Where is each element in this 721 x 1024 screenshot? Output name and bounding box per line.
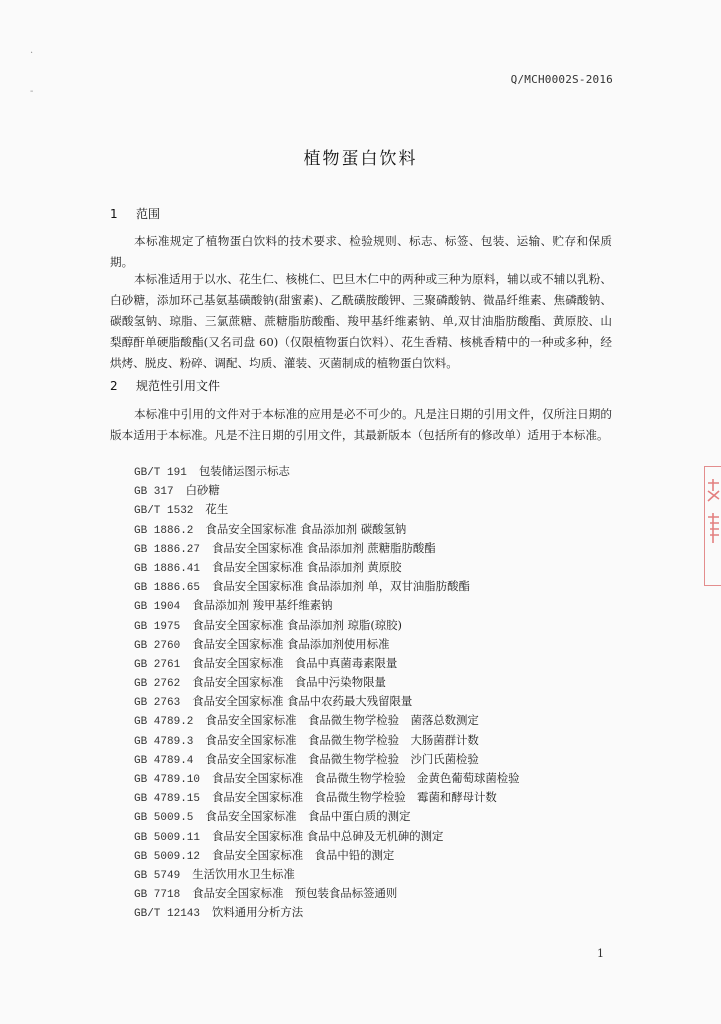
section-title: 规范性引用文件: [136, 379, 221, 393]
reference-title: 花生: [205, 502, 229, 517]
reference-title: 生活饮用水卫生标准: [192, 866, 295, 881]
reference-code: GB 4789.4: [134, 754, 194, 767]
reference-code: GB 4789.15: [134, 793, 201, 806]
stamp-icon: [705, 477, 720, 577]
reference-title: 食品安全国家标准 食品中农药最大残留限量: [192, 694, 413, 709]
reference-item: [134, 463, 520, 482]
reference-title: 食品安全国家标准 食品添加剂使用标准: [192, 636, 390, 651]
reference-item: [134, 751, 520, 770]
reference-title: 食品安全国家标准 食品中真菌毒素限量: [192, 655, 398, 670]
paragraph: 本标准适用于以水、花生仁、核桃仁、巴旦木仁中的两种或三种为原料，辅以或不辅以乳粉、白砂糖，添加环己基氨基磺酸钠(甜蜜素)、乙酰磺胺酸钾、三聚磷酸钠、微晶纤维素、焦磷酸钠、碳酸氢钠、琼脂、三氯蔗糖、蔗糖脂肪酸酯、羧甲基纤维素钠、单,双甘油脂肪酸酯、黄原胶、山梨醇酐单硬脂酸酯(又名司盘 60)（仅限植物蛋白饮料）、花生香精、核桃香精中的一种或多种，经烘烤、脱皮、粉碎、调配、均质、灌装、灭菌制成的植物蛋白饮料。: [110, 272, 612, 370]
reference-item: [134, 732, 520, 751]
reference-title: 白砂糖: [185, 483, 220, 498]
reference-title: 食品安全国家标准 预包装食品标签通则: [192, 886, 398, 901]
reference-title: 包装储运图示标志: [198, 464, 290, 478]
reference-item: [134, 904, 520, 923]
reference-item: [134, 885, 520, 904]
reference-code: GB 1886.27: [134, 543, 201, 556]
reference-item: [134, 482, 520, 501]
document-title: 植物蛋白饮料: [303, 149, 418, 169]
reference-item: [134, 828, 520, 847]
reference-item: [134, 559, 520, 578]
paragraph: 本标准中引用的文件对于本标准的应用是必不可少的。凡是注日期的引用文件，仅所注日期的版本适用于本标准。凡是不注日期的引用文件，其最新版本（包括所有的修改单）适用于本标准。: [110, 407, 612, 442]
reference-code: GB 5009.5: [134, 812, 194, 825]
reference-item: [134, 712, 520, 731]
scan-mark: -: [30, 86, 34, 97]
page-number: 1: [597, 947, 604, 960]
reference-item: [134, 808, 520, 827]
reference-item: [134, 693, 520, 712]
section-heading-normative-references: [110, 377, 220, 394]
reference-title: 食品安全国家标准 食品微生物学检验 金黄色葡萄球菌检验: [212, 771, 520, 785]
reference-code: GB 2761: [134, 658, 181, 671]
reference-code: GB 1975: [134, 620, 181, 633]
paragraph: 本标准规定了植物蛋白饮料的技术要求、检验规则、标志、标签、包装、运输、贮存和保质期。: [110, 234, 612, 269]
reference-title: 食品安全国家标准 食品中蛋白质的测定: [205, 809, 411, 824]
reference-title: 食品安全国家标准 食品中总砷及无机砷的测定: [212, 828, 444, 843]
reference-title: 食品安全国家标准 食品添加剂 蔗糖脂肪酸酯: [212, 540, 436, 555]
reference-code: GB/T 191: [134, 467, 187, 479]
section-heading-scope: [110, 205, 160, 222]
reference-title: 食品安全国家标准 食品添加剂 单，双甘油脂肪酸酯: [212, 579, 470, 594]
reference-code: GB 1886.65: [134, 582, 201, 595]
reference-title: 食品安全国家标准 食品微生物学检验 沙门氏菌检验: [205, 751, 479, 766]
reference-list: [134, 463, 520, 924]
reference-title: 食品添加剂 羧甲基纤维素钠: [192, 598, 333, 613]
reference-item: [134, 617, 520, 636]
reference-item: [134, 578, 520, 597]
reference-title: 食品安全国家标准 食品微生物学检验 霉菌和酵母计数: [212, 790, 497, 805]
reference-code: GB 4789.2: [134, 716, 194, 729]
reference-title: 食品安全国家标准 食品中铅的测定: [212, 847, 395, 862]
seal-stamp: [704, 466, 721, 586]
reference-item: [134, 597, 520, 616]
reference-title: 食品安全国家标准 食品微生物学检验 大肠菌群计数: [205, 732, 479, 747]
reference-code: GB 4789.3: [134, 735, 194, 748]
section-number: 2: [110, 379, 118, 393]
reference-title: 食品安全国家标准 食品添加剂 碳酸氢钠: [205, 521, 407, 536]
reference-code: GB 317: [134, 486, 174, 499]
reference-item: [134, 540, 520, 559]
section-title: 范围: [136, 207, 161, 221]
reference-item: [134, 655, 520, 674]
reference-code: GB 1886.2: [134, 524, 194, 537]
reference-item: [134, 847, 520, 866]
reference-code: GB 5009.12: [134, 850, 201, 863]
reference-code: GB 5749: [134, 869, 181, 882]
reference-code: GB 2760: [134, 639, 181, 652]
reference-code: GB 7718: [134, 889, 181, 902]
reference-item: [134, 866, 520, 885]
reference-title: 饮料通用分析方法: [212, 905, 304, 920]
reference-code: GB 1886.41: [134, 562, 201, 575]
reference-item: [134, 521, 520, 540]
reference-title: 食品安全国家标准 食品中污染物限量: [192, 675, 386, 690]
reference-item: [134, 789, 520, 808]
reference-item: [134, 636, 520, 655]
reference-item: [134, 674, 520, 693]
reference-code: GB 5009.11: [134, 831, 201, 844]
reference-title: 食品安全国家标准 食品微生物学检验 菌落总数测定: [205, 713, 479, 728]
reference-item: [134, 501, 520, 520]
reference-title: 食品安全国家标准 食品添加剂 黄原胶: [212, 559, 402, 574]
scan-mark: ·: [30, 48, 34, 59]
reference-code: GB 4789.10: [134, 774, 201, 786]
reference-title: 食品安全国家标准 食品添加剂 琼脂(琼胶): [192, 617, 402, 632]
reference-code: GB 1904: [134, 601, 181, 614]
reference-code: GB/T 12143: [134, 908, 201, 921]
reference-code: GB 2763: [134, 697, 181, 710]
document-number: Q/MCH0002S-2016: [510, 73, 613, 86]
reference-code: GB/T 1532: [134, 505, 194, 518]
reference-item: [134, 770, 520, 789]
reference-code: GB 2762: [134, 678, 181, 691]
section-number: 1: [110, 207, 118, 221]
